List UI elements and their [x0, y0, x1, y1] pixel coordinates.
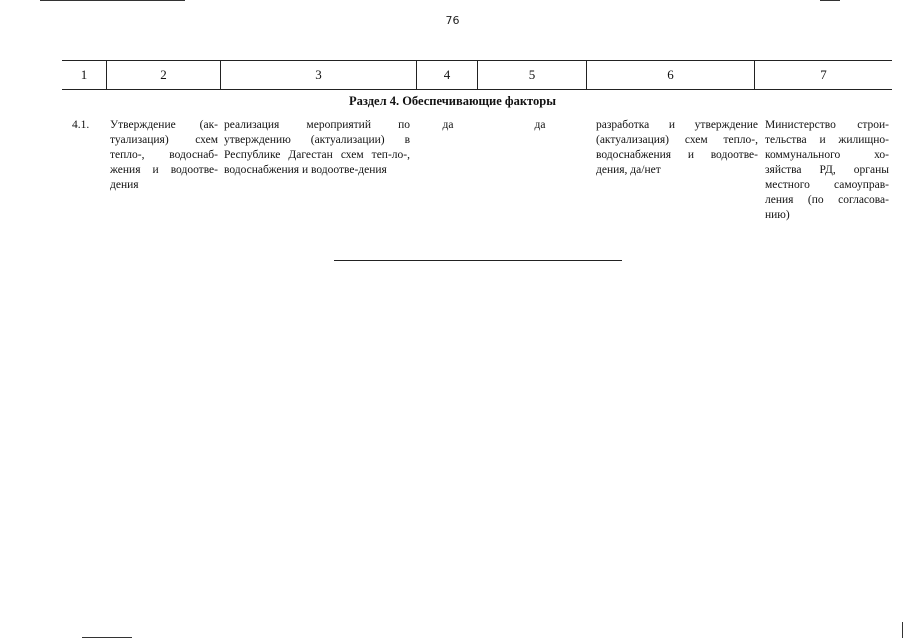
- row-responsible: Министерство строи-тельства и жилищно-коммунального хо-зяйства РД, органы местного самоуправ-ления (по согласова-нию): [765, 119, 889, 221]
- scan-edge-mark-bottom-right: [902, 622, 903, 638]
- header-col-1: 1: [80, 67, 88, 82]
- section-title: Раздел 4. Обеспечивающие факторы: [349, 94, 556, 108]
- scan-edge-mark-bottom-left: [82, 637, 132, 638]
- scan-edge-mark-top-right: [820, 0, 840, 1]
- header-col-6: 6: [586, 61, 754, 89]
- row-name: Утверждение (ак-туализация) схем тепло-, водоснаб-жения и водоотве-дения: [110, 119, 218, 191]
- row-indicator: разработка и утверждение (актуализация) схем тепло-, водоснабжения и водоотве-дения, да/нет: [596, 119, 758, 176]
- row-col4-value: да: [442, 119, 454, 131]
- page-number: 76: [445, 14, 460, 27]
- header-col-4: 4: [416, 61, 477, 89]
- scan-edge-mark-top-left: [40, 0, 185, 1]
- row-activity: реализация мероприятий по утверждению (актуализации) в Республике Дагестан схем теп-ло-, водоснабжения и водоотве-дения: [224, 119, 410, 176]
- header-col-5: 5: [477, 61, 586, 89]
- row-col5-value: да: [534, 119, 546, 131]
- column-number-header: [62, 60, 892, 90]
- end-of-table-rule: [334, 260, 622, 261]
- header-col-7: 7: [754, 61, 892, 89]
- header-col-3: 3: [220, 61, 416, 89]
- row-number: 4.1.: [72, 119, 90, 131]
- header-col-2: 2: [106, 61, 220, 89]
